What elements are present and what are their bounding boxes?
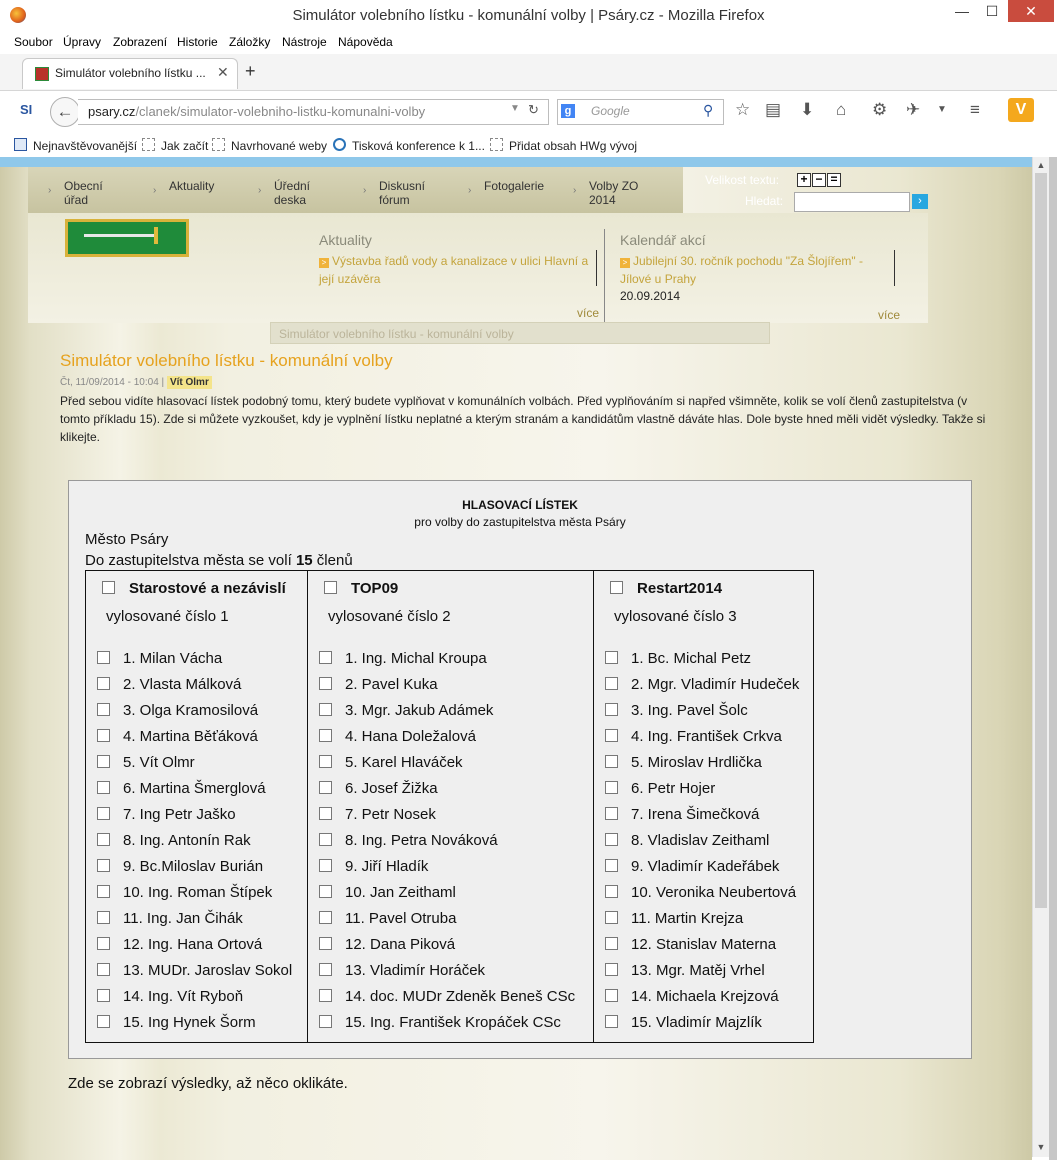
ballot-title: HLASOVACÍ LÍSTEK [462,498,578,512]
candidate-checkbox[interactable] [97,937,110,950]
party-header [610,580,722,597]
nav-item-uredni-deska[interactable]: Úřední deska [274,179,311,207]
candidate-row[interactable] [319,857,575,883]
candidate-row[interactable] [605,727,799,753]
bookmark-page-icon [490,138,503,151]
candidate-row[interactable] [605,779,799,805]
bookmark-add-hwg[interactable]: Přidat obsah HWg vývoj [490,138,637,153]
candidate-checkbox[interactable] [605,989,618,1002]
party-checkbox[interactable] [610,581,623,594]
candidate-row[interactable] [319,935,575,961]
candidate-name: 8. Vladislav Zeithaml [631,832,770,849]
candidate-checkbox[interactable] [97,911,110,924]
party-number: vylosované číslo 3 [614,608,737,625]
candidate-name: 5. Karel Hlaváček [345,754,463,771]
candidate-name: 8. Ing. Petra Nováková [345,832,498,849]
calendar-more-link[interactable]: více [878,308,901,322]
candidate-row[interactable] [97,935,292,961]
bookmark-most-visited[interactable]: Nejnavštěvovanější [14,138,137,153]
article-date: Čt, 11/09/2014 - 10:04 | [60,377,165,388]
google-engine-icon[interactable]: g [561,104,575,118]
chevron-right-icon: › [468,185,472,196]
candidate-checkbox[interactable] [319,937,332,950]
candidate-checkbox[interactable] [319,677,332,690]
search-icon[interactable]: ⚲ [703,102,714,118]
candidate-checkbox[interactable] [97,1015,110,1028]
candidate-name: 15. Ing Hynek Šorm [123,1014,256,1031]
candidate-row[interactable] [319,805,575,831]
candidate-row[interactable] [97,987,292,1013]
ballot-table [85,570,814,1043]
candidate-checkbox[interactable] [319,781,332,794]
candidate-name: 2. Mgr. Vladimír Hudeček [631,676,800,693]
candidate-name: 5. Vít Olmr [123,754,195,771]
page-title: Simulátor volebního lístku - komunální volby [60,351,393,370]
candidate-checkbox[interactable] [97,651,110,664]
party-column [593,571,814,1042]
back-button[interactable]: ← [50,97,80,127]
page-top-strip [0,157,1032,167]
candidate-name: 12. Dana Piková [345,936,456,953]
candidate-checkbox[interactable] [319,885,332,898]
navigation-toolbar [0,90,1057,131]
candidate-name: 9. Vladimír Kadeřábek [631,858,780,875]
bookmark-page-icon [142,138,155,151]
vertical-scrollbar[interactable] [1032,157,1049,1157]
candidate-name: 6. Josef Žižka [345,780,438,797]
party-checkbox[interactable] [324,581,337,594]
candidate-row[interactable] [319,649,575,675]
url-history-dropdown-icon[interactable]: ▼ [510,103,520,114]
candidate-name: 2. Vlasta Málková [123,676,242,693]
candidate-name: 1. Ing. Michal Kroupa [345,650,487,667]
candidate-row[interactable] [97,883,292,909]
candidate-name: 4. Hana Doležalová [345,728,476,745]
candidate-name: 12. Stanislav Materna [631,936,777,953]
chevron-right-icon: › [153,185,157,196]
menu-item-zobrazeni[interactable]: Zobrazení [113,35,168,49]
party-number: vylosované číslo 2 [328,608,451,625]
calendar-item-date: 20.09.2014 [620,289,681,303]
bookmark-page-icon [212,138,225,151]
candidate-checkbox[interactable] [319,729,332,742]
text-size-reset-button[interactable]: = [827,173,841,187]
results-note: Zde se zobrazí výsledky, až něco oklikáte. [68,1075,348,1092]
addon-dropdown-icon[interactable]: ▼ [937,104,947,115]
article-meta [60,377,212,388]
candidate-name: 10. Veronika Neubertová [631,884,797,901]
candidate-name: 4. Martina Běťáková [123,728,258,745]
search-bar[interactable] [557,99,724,125]
candidate-checkbox[interactable] [97,781,110,794]
url-path: /clanek/simulator-volebniho-listku-komunalni-volby [135,104,426,119]
menu-item-upravy[interactable]: Úpravy [63,35,102,49]
candidate-row[interactable] [319,675,575,701]
maximize-button[interactable]: ☐ [985,3,999,19]
candidate-name: 6. Petr Hojer [631,780,716,797]
candidate-name: 3. Mgr. Jakub Adámek [345,702,494,719]
candidate-checkbox[interactable] [605,807,618,820]
chevron-right-icon: › [363,185,367,196]
ballot-seats-info: Do zastupitelstva města se volí 15 členů [85,552,353,569]
chevron-right-icon: › [573,185,577,196]
bookmark-folder-icon [14,138,27,151]
candidate-row[interactable] [605,753,799,779]
column-divider [604,229,605,323]
site-search-input[interactable] [794,192,910,212]
menu-item-zalozky[interactable]: Záložky [229,35,271,49]
candidate-row[interactable] [605,805,799,831]
menu-bar [0,32,1057,54]
new-tab-button[interactable]: + [245,61,256,81]
author-badge[interactable]: Vít Olmr [167,376,212,389]
text-size-decrease-button[interactable]: − [812,173,826,187]
candidate-list [319,649,575,1039]
url-host: psary.cz [88,104,136,119]
candidate-row[interactable] [97,831,292,857]
sword-emblem-icon [84,234,154,237]
party-header [102,580,286,597]
candidate-row[interactable] [319,701,575,727]
scrollbar-thumb[interactable] [1035,173,1047,908]
candidate-name: 3. Olga Kramosilová [123,702,259,719]
url-bar[interactable] [78,99,549,125]
reload-icon[interactable]: ↻ [528,102,539,117]
candidate-name: 7. Petr Nosek [345,806,436,823]
bookmark-globe-icon [333,138,346,151]
candidate-row[interactable] [319,753,575,779]
downloads-icon[interactable]: ⬇ [800,100,815,119]
candidate-checkbox[interactable] [605,885,618,898]
candidate-row[interactable] [319,727,575,753]
menu-item-napoveda[interactable]: Nápověda [338,35,393,49]
candidate-checkbox[interactable] [97,729,110,742]
ballot-subtitle: pro volby do zastupitelstva města Psáry [414,515,626,529]
window-titlebar [0,0,1057,32]
party-name: Restart2014 [637,580,723,597]
candidate-checkbox[interactable] [319,911,332,924]
candidate-name: 9. Jiří Hladík [345,858,429,875]
candidate-row[interactable] [605,831,799,857]
candidate-row[interactable] [319,831,575,857]
candidate-checkbox[interactable] [605,937,618,950]
hamburger-menu-icon[interactable]: ≡ [970,100,980,119]
settings-gear-icon[interactable]: ⚙ [872,100,888,119]
home-icon[interactable]: ⌂ [836,100,847,119]
candidate-name: 1. Milan Vácha [123,650,223,667]
menu-item-historie[interactable]: Historie [177,35,218,49]
addon-icon[interactable]: ✈ [906,100,921,119]
candidate-row[interactable] [97,909,292,935]
candidate-name: 14. Ing. Vít Ryboň [123,988,244,1005]
candidate-checkbox[interactable] [605,911,618,924]
candidate-name: 14. doc. MUDr Zdeněk Beneš CSc [345,988,576,1005]
candidate-checkbox[interactable] [319,807,332,820]
seats-count: 15 [295,552,313,569]
text-size-label: Velikost textu: [705,173,780,187]
candidate-row[interactable] [605,909,799,935]
menu-item-soubor[interactable]: Soubor [14,35,53,49]
candidate-checkbox[interactable] [319,703,332,716]
candidate-row[interactable] [97,961,292,987]
sidebar-addon-icon[interactable]: SI [20,102,33,117]
news-heading: Aktuality [319,232,372,248]
candidate-row[interactable] [97,701,292,727]
scroll-down-icon[interactable]: ▼ [1036,1142,1046,1152]
candidate-checkbox[interactable] [319,963,332,976]
candidate-checkbox[interactable] [97,989,110,1002]
candidate-row[interactable] [319,987,575,1013]
candidate-name: 11. Ing. Jan Čihák [123,910,243,927]
extension-v-icon[interactable]: V [1008,98,1034,122]
candidate-name: 8. Ing. Antonín Rak [123,832,251,849]
breadcrumb: Simulátor volebního lístku - komunální volby [270,322,770,344]
nav-item-aktuality[interactable]: Aktuality [169,179,215,193]
bookmarks-toolbar [0,132,1057,156]
site-logo[interactable] [65,219,189,257]
candidate-row[interactable] [97,779,292,805]
article-body: Před sebou vidíte hlasovací lístek podobný tomu, který budete vyplňovat v komunálních volbách. Před vyplňováním si napřed všimněte, kolik se volí členů zastupitelstva (v tomto příkladu 15). Zde si můžete vyzkoušet, kdy je vyplnění lístku neplatné a kterým stranám a kandidátům vlastně dáváte hlas. Dole byste hned měli vidět výsledky. Takže si klikejte. [60,394,986,444]
sword-hilt-icon [154,227,158,244]
candidate-row[interactable] [605,883,799,909]
candidate-name: 13. MUDr. Jaroslav Sokol [123,962,293,979]
candidate-row[interactable] [605,935,799,961]
candidate-checkbox[interactable] [605,755,618,768]
web-page [0,167,1032,1160]
candidate-row[interactable] [605,1013,799,1039]
candidate-name: 2. Pavel Kuka [345,676,438,693]
candidate-name: 6. Martina Šmerglová [123,780,266,797]
search-placeholder: Google [591,104,630,118]
news-divider [596,250,597,286]
candidate-row[interactable] [605,701,799,727]
menu-item-nastroje[interactable]: Nástroje [282,35,327,49]
candidate-name: 10. Ing. Roman Štípek [123,884,273,901]
news-item-link[interactable]: > Výstavba řadů vody a kanalizace v ulici Hlavní a její uzávěra [319,254,589,286]
nav-item-diskusni-forum[interactable]: Diskusní fórum [379,179,426,207]
site-search-label: Hledat: [745,194,784,208]
candidate-list [605,649,799,1039]
tab-title: Simulátor volebního lístku ... [55,66,206,80]
candidate-checkbox[interactable] [319,859,332,872]
party-column [86,571,306,1042]
candidate-row[interactable] [319,909,575,935]
candidate-name: 14. Michaela Krejzová [631,988,779,1005]
candidate-checkbox[interactable] [605,833,618,846]
candidate-checkbox[interactable] [319,1015,332,1028]
candidate-name: 11. Martin Krejza [631,910,744,927]
candidate-row[interactable] [605,857,799,883]
window-title: Simulátor volebního lístku - komunální volby | Psáry.cz - Mozilla Firefox [292,7,765,24]
bookmark-suggested-sites[interactable]: Navrhované weby [212,138,327,153]
candidate-checkbox[interactable] [319,833,332,846]
candidate-checkbox[interactable] [605,703,618,716]
party-name: TOP09 [351,580,399,597]
candidate-row[interactable] [605,987,799,1013]
candidate-checkbox[interactable] [605,729,618,742]
party-checkbox[interactable] [102,581,115,594]
candidate-checkbox[interactable] [605,1015,618,1028]
calendar-item-link[interactable]: > Jubilejní 30. ročník pochodu "Za Šlojířem" - Jílové u Prahy [620,254,863,286]
candidate-row[interactable] [97,753,292,779]
text-size-increase-button[interactable]: + [797,173,811,187]
ballot-city: Město Psáry [85,531,169,548]
site-search-submit-button[interactable]: › [912,194,928,209]
candidate-name: 5. Miroslav Hrdlička [631,754,762,771]
arrow-bullet-icon: > [319,258,329,268]
close-tab-icon[interactable]: ✕ [217,64,229,80]
candidate-row[interactable] [605,961,799,987]
candidate-row[interactable] [97,675,292,701]
nav-item-obecni-urad[interactable]: Obecní úřad [64,179,103,207]
candidate-name: 4. Ing. František Crkva [631,728,782,745]
candidate-checkbox[interactable] [97,859,110,872]
candidate-checkbox[interactable] [97,963,110,976]
candidate-row[interactable] [97,1013,292,1039]
candidate-name: 10. Jan Zeithaml [345,884,456,901]
candidate-checkbox[interactable] [605,781,618,794]
reading-list-icon[interactable]: ▤ [765,100,782,119]
candidate-row[interactable] [97,649,292,675]
candidate-name: 12. Ing. Hana Ortová [123,936,263,953]
candidate-row[interactable] [319,1013,575,1039]
ballot-form [68,480,972,1059]
chevron-right-icon: › [258,185,262,196]
nav-item-fotogalerie[interactable]: Fotogalerie [484,179,545,193]
candidate-row[interactable] [319,779,575,805]
candidate-checkbox[interactable] [319,755,332,768]
candidate-checkbox[interactable] [319,651,332,664]
party-header [324,580,398,597]
site-favicon-icon [35,67,49,81]
candidate-row[interactable] [97,857,292,883]
party-number: vylosované číslo 1 [106,608,229,625]
close-window-button[interactable]: ✕ [1008,0,1054,22]
candidate-name: 7. Ing Petr Jaško [123,806,236,823]
browser-tab[interactable] [22,58,238,89]
calendar-heading: Kalendář akcí [620,232,706,248]
bookmark-getting-started[interactable]: Jak začít [142,138,208,153]
candidate-name: 3. Ing. Pavel Šolc [631,702,748,719]
news-more-link[interactable]: více [577,306,600,320]
candidate-list [97,649,292,1039]
nav-item-volby-zo-2014[interactable]: Volby ZO 2014 [589,179,639,207]
party-column [307,571,593,1042]
site-nav [28,167,683,213]
candidate-row[interactable] [605,675,799,701]
candidate-checkbox[interactable] [605,963,618,976]
candidate-name: 7. Irena Šimečková [631,806,760,823]
candidate-checkbox[interactable] [605,859,618,872]
candidate-name: 13. Mgr. Matěj Vrhel [631,962,765,979]
candidate-name: 9. Bc.Miloslav Burián [123,858,264,875]
party-name: Starostové a nezávislí [129,580,286,597]
candidate-checkbox[interactable] [97,807,110,820]
bookmark-press-conference[interactable]: Tisková konference k 1... [333,138,485,153]
url-text [88,104,425,119]
candidate-row[interactable] [319,961,575,987]
candidate-checkbox[interactable] [605,651,618,664]
candidate-name: 15. Vladimír Majzlík [631,1014,762,1031]
arrow-bullet-icon: > [620,258,630,268]
candidate-name: 11. Pavel Otruba [345,910,457,927]
minimize-button[interactable]: — [955,3,969,19]
bookmark-star-icon[interactable]: ☆ [735,100,751,119]
scroll-up-icon[interactable]: ▲ [1036,160,1046,170]
calendar-divider [894,250,895,286]
chevron-right-icon: › [48,185,52,196]
candidate-checkbox[interactable] [319,989,332,1002]
candidate-checkbox[interactable] [605,677,618,690]
candidate-row[interactable] [605,649,799,675]
candidate-row[interactable] [319,883,575,909]
candidate-name: 15. Ing. František Kropáček CSc [345,1014,561,1031]
window-border [1049,157,1057,1160]
candidate-row[interactable] [97,805,292,831]
candidate-name: 13. Vladimír Horáček [345,962,486,979]
candidate-checkbox[interactable] [97,703,110,716]
candidate-checkbox[interactable] [97,833,110,846]
candidate-checkbox[interactable] [97,677,110,690]
candidate-row[interactable] [97,727,292,753]
candidate-name: 1. Bc. Michal Petz [631,650,752,667]
candidate-checkbox[interactable] [97,755,110,768]
candidate-checkbox[interactable] [97,885,110,898]
